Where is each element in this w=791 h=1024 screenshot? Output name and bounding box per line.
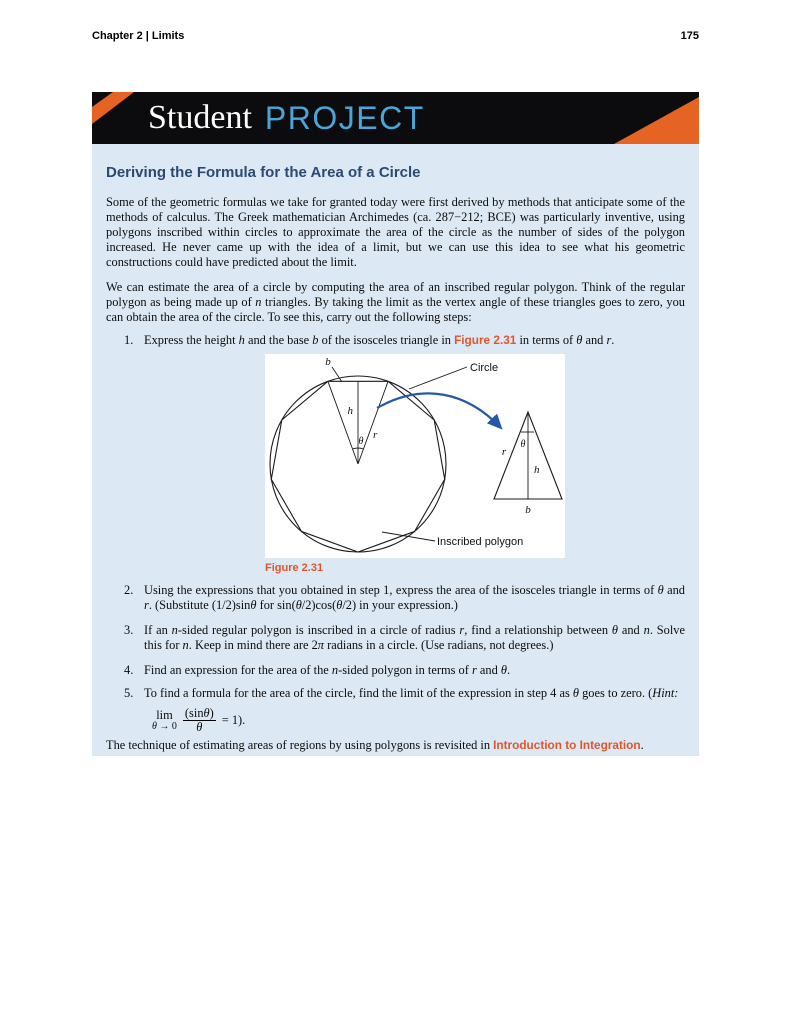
step-2-number: 2.: [124, 583, 134, 597]
label-h: h: [347, 405, 353, 417]
paragraph-method: [106, 280, 685, 325]
text-run: and: [582, 333, 607, 347]
text-run: -sided polygon in terms of: [338, 663, 472, 677]
text-run: θ: [500, 663, 507, 677]
text-run: θ: [611, 623, 618, 637]
text-run: triangles. By taking the limit as the vertex angle of these triangles goes to zero, you can obtain the area of the circle. To see this, carry out the following steps:: [106, 295, 685, 324]
text-run: Find an expression for the area of the: [144, 663, 332, 677]
text-run: θ: [336, 598, 343, 612]
step-5: [106, 686, 685, 734]
circle-polygon-diagram: [265, 354, 565, 558]
label-theta: θ: [358, 436, 364, 447]
text-run: r: [606, 333, 612, 347]
text-run: n: [182, 638, 189, 652]
text-run: n: [171, 623, 178, 637]
step-4: [106, 663, 685, 678]
text-run: h: [238, 333, 245, 347]
step-4-number: 4.: [124, 663, 134, 677]
text-run: and: [617, 623, 644, 637]
lim-operator: [152, 708, 177, 732]
text-run: n: [255, 295, 262, 309]
text-run: . Keep in mind there are 2: [188, 638, 318, 652]
page-number: 175: [680, 30, 699, 42]
step-2: [106, 583, 685, 613]
step-1-number: 1.: [124, 333, 134, 347]
text-run: . (Substitute (1/2)sin: [148, 598, 251, 612]
label-r: r: [373, 429, 378, 441]
lim-subscript: [152, 722, 177, 732]
text-run: θ: [203, 706, 210, 720]
label-b-top: b: [325, 356, 331, 368]
text-run: Some of the geometric formulas we take for granted today were first derived by methods that anticipate some of the methods of calculus. The Greek mathematician Archimedes (ca. 287−212; BCE) was particularly inventive, using polygons inscribed within circles to approximate the area of the circle as the number of sides of the polygon increased. He never came up with the idea of a limit, but we can use this idea to see what his geometric constructions could have predicted about the limit.: [106, 195, 685, 269]
circle-pointer-line: [409, 367, 467, 389]
text-run: n: [643, 623, 650, 637]
text-run: r: [471, 663, 477, 677]
text-run: r: [144, 598, 149, 612]
project-panel: [92, 144, 699, 756]
detail-label-b: b: [525, 504, 531, 516]
figure-canvas: [265, 354, 565, 558]
text-run: .: [640, 738, 644, 752]
label-circle: Circle: [470, 362, 499, 374]
step-3-text: [144, 623, 685, 653]
figure-caption: Figure 2.31: [265, 562, 324, 574]
text-run: /2) in your expression.): [342, 598, 458, 612]
paragraph-intro: [106, 195, 685, 270]
text-run: -sided regular polygon is inscribed in a circle of radius: [177, 623, 460, 637]
text-run: If an: [144, 623, 172, 637]
text-run: .: [611, 333, 615, 347]
text-run: . Solve this for: [144, 623, 685, 652]
text-run: θ: [152, 721, 157, 732]
text-run: for sin(: [256, 598, 296, 612]
text-run: ): [209, 706, 214, 720]
banner-word-project: PROJECT: [264, 100, 425, 136]
step-5-number: 5.: [124, 686, 134, 700]
text-run: of the isosceles triangle in: [318, 333, 455, 347]
text-run: θ: [295, 598, 302, 612]
text-run: , find a relationship between: [464, 623, 612, 637]
project-title: Deriving the Formula for the Area of a Circle: [106, 164, 421, 181]
text-run: r: [459, 623, 465, 637]
step-3-number: 3.: [124, 623, 134, 637]
text-run: θ: [250, 598, 257, 612]
student-project-banner: [92, 92, 699, 144]
page-header: [92, 30, 699, 42]
text-run: goes to zero. (: [578, 686, 653, 700]
step-1: [106, 333, 685, 348]
text-run: and: [663, 583, 685, 597]
text-run: π: [317, 638, 324, 652]
banner-word-student: Student: [148, 99, 252, 136]
text-run: = 1).: [221, 712, 246, 727]
step-3: [106, 623, 685, 653]
text-run: We can estimate the area of a circle by computing the area of an inscribed regular polygon. Think of the regular polygon as being made up of: [106, 280, 685, 309]
text-run: (sin: [184, 706, 204, 720]
text-run: /2)cos(: [301, 598, 337, 612]
detail-label-h: h: [534, 464, 540, 476]
text-run: The technique of estimating areas of regions by using polygons is revisited in: [106, 738, 494, 752]
detail-label-theta: θ: [520, 439, 526, 450]
figure-2-31-link[interactable]: Figure 2.31: [454, 333, 517, 347]
text-run: → 0: [156, 721, 177, 732]
step-4-text: [144, 663, 685, 678]
closing-paragraph: [106, 738, 685, 753]
step-5-lead: [144, 686, 678, 700]
fraction-denominator: [196, 721, 202, 734]
text-run: Hint:: [652, 686, 679, 700]
limit-formula: [152, 706, 685, 734]
text-run: θ: [572, 686, 579, 700]
text-run: θ: [576, 333, 583, 347]
text-run: Using the expressions that you obtained in step 1, express the area of the isosceles triangle in terms of: [144, 583, 658, 597]
label-inscribed-polygon: Inscribed polygon: [437, 536, 524, 548]
zoom-arrow-icon: [377, 393, 501, 428]
text-run: n: [331, 663, 339, 677]
text-run: θ: [196, 720, 203, 734]
text-run: Express the height: [144, 333, 239, 347]
banner-title: [92, 92, 699, 144]
text-run: in terms of: [516, 333, 577, 347]
fraction-numerator: [183, 706, 216, 721]
lim-text: lim: [156, 708, 173, 722]
text-run: and the base: [244, 333, 313, 347]
fraction: [183, 706, 216, 734]
text-run: b: [312, 333, 319, 347]
step-1-text: [144, 333, 685, 348]
text-run: .: [506, 663, 511, 677]
text-run: radians in a circle. (Use radians, not degrees.): [324, 638, 554, 652]
text-run: and: [476, 663, 501, 677]
step-2-text: [144, 583, 685, 613]
introduction-to-integration-link[interactable]: Introduction to Integration: [493, 738, 641, 752]
figure-2-31: [265, 354, 565, 575]
text-run: To find a formula for the area of the circle, find the limit of the expression in step 4 as: [144, 686, 573, 700]
equals-one: [222, 713, 246, 728]
running-head: Chapter 2 | Limits: [92, 30, 185, 42]
step-5-text: [144, 686, 685, 734]
detail-label-r: r: [501, 446, 507, 458]
text-run: θ: [657, 583, 664, 597]
